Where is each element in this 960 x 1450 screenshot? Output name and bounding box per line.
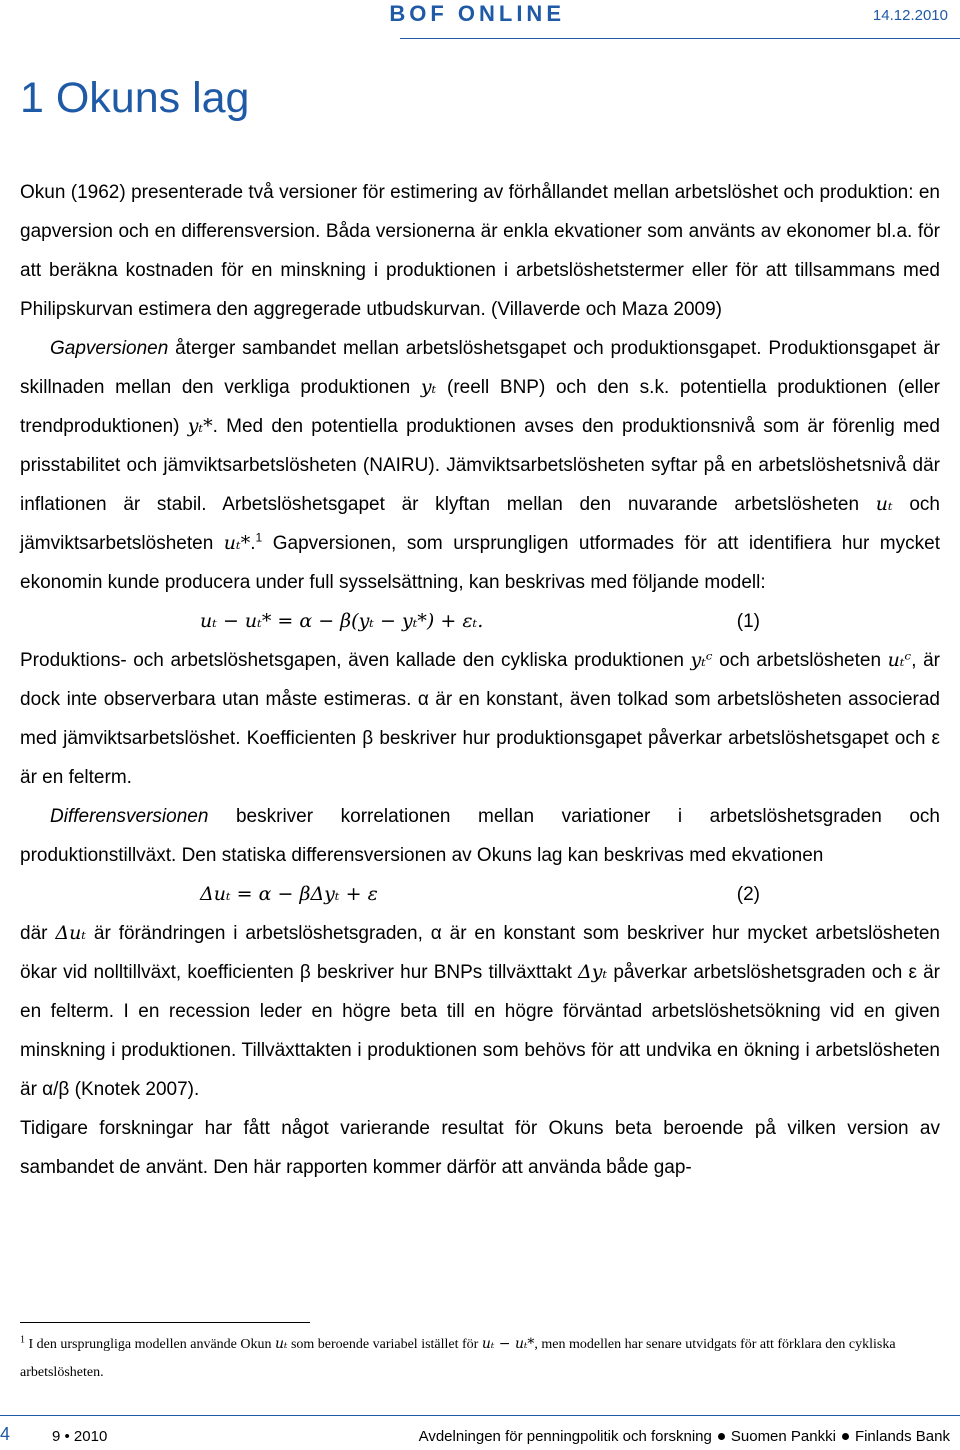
footnote-rule xyxy=(20,1322,310,1323)
section-title: 1 Okuns lag xyxy=(20,74,250,122)
bullet-icon xyxy=(718,1433,725,1440)
paragraph-gapversion: Gapversionen återger sambandet mellan arbetslöshetsgapet och produktionsgapet. Produktionsgapet är skillnaden mellan den verkliga produktionen yₜ (reell BNP) och den s.k. potentiella produktionen (eller trendproduktionen) yₜ*. Med den potentiella produktionen avses den produktionsnivå som är förenlig med prisstabilitet och jämviktsarbetslösheten (NAIRU). Jämviktsarbetslösheten syftar på en arbetslöshetsnivå där inflationen är stabil. Arbetslöshetsgapet är klyftan mellan den nuvarande arbetslösheten uₜ och jämviktsarbetslösheten uₜ*.$^1$ Gapversionen, som ursprungligen utformades för att identifiera hur mycket ekonomin kunde producera under full sysselsättning, kan beskrivas med följande modell: xyxy=(20,338,940,593)
footnote-mark: 1 xyxy=(20,1334,25,1346)
footnote-ref[interactable]: 1 xyxy=(255,530,263,545)
symbol-y-t-c: yₜᶜ xyxy=(690,649,713,671)
footer-bank-en: Finlands Bank xyxy=(854,1428,950,1445)
footnote-symbol-gap: uₜ − uₜ* xyxy=(481,1336,535,1352)
issue-number: 9 • 2010 xyxy=(52,1428,108,1445)
symbol-delta-y-t: Δyₜ xyxy=(578,961,608,983)
symbol-delta-u-t: Δuₜ xyxy=(55,922,87,944)
paragraph-explanation: där Δuₜ är förändringen i arbetslöshetsgraden, α är en konstant som beskriver hur mycket arbetslösheten ökar vid nolltillväxt, koefficienten β beskriver hur BNPs tillväxttakt Δyₜ påverkar arbetslöshetsgraden och ε är en felterm. I en recession leder en högre beta till en högre förväntad arbetslöshetsökning vid en given minskning i produktionen. Tillväxttakten i produktionen som behövs för att undvika en ökning i arbetslösheten är α/β (Knotek 2007). xyxy=(20,922,941,1100)
paragraph-gaps: Produktions- och arbetslöshetsgapen, även kallade den cykliska produktionen yₜᶜ och arbetslösheten uₜᶜ, är dock inte observerbara utan måste estimeras. α är en konstant, även tolkad som arbetslösheten associerad med jämviktsarbetslöshet. Koefficienten β beskriver hur produktionsgapet påverkar arbetslöshetsgapet och ε är en felterm. xyxy=(20,649,940,788)
paragraph-intro: Okun (1962) presenterade två versioner för estimering av förhållandet mellan arbetslöshet och produktion: en gapversion och en differensversion. Båda versionerna är enkla ekvationer som använts av ekonomer bl.a. för att beräkna kostnaden för en minskning i produktionen i arbetslöshetstermer eller för att tillsammans med Philipskurvan estimera den aggregerade utbudskurvan. (Villaverde och Maza 2009) xyxy=(20,182,940,320)
footnote-symbol-u-t: uₜ xyxy=(275,1336,288,1352)
equation-1-formula: uₜ − uₜ* = α − β(yₜ − yₜ*) + εₜ. xyxy=(200,610,484,632)
footnote: $^1$ I den ursprungliga modellen använde Okun uₜ som beroende variabel istället för uₜ − uₜ*, men modellen har senare utvidgats för att förklara den cykliska arbetslösheten. xyxy=(20,1334,896,1380)
footer-bank-fi: Suomen Pankki xyxy=(730,1428,836,1445)
paragraph-differensversion: Differensversionen beskriver korrelationen mellan variationer i arbetslöshetsgraden och produktionstillväxt. Den statiska differensversionen av Okuns lag kan beskrivas med ekvationen xyxy=(20,806,940,866)
term-differensversionen: Differensversionen xyxy=(50,806,209,827)
symbol-u-t: uₜ xyxy=(875,493,893,515)
symbol-y-t-star: yₜ* xyxy=(187,415,213,437)
page-footer xyxy=(0,1424,960,1450)
symbol-u-t-c: uₜᶜ xyxy=(887,649,912,671)
equation-2-formula: Δuₜ = α − βΔyₜ + ε xyxy=(200,883,378,905)
footer-organization xyxy=(419,1428,950,1445)
page-header xyxy=(0,0,960,36)
equation-1 xyxy=(20,602,940,641)
header-rule xyxy=(400,38,960,39)
equation-2-number: (2) xyxy=(736,884,760,905)
header-brand: BOF ONLINE xyxy=(389,1,565,26)
symbol-y-t: yₜ xyxy=(420,376,437,398)
equation-1-number: (1) xyxy=(736,611,760,632)
equation-2 xyxy=(20,875,940,914)
bullet-icon xyxy=(842,1433,849,1440)
page-number: 4 xyxy=(0,1424,11,1444)
term-gapversionen: Gapversionen xyxy=(50,338,169,359)
paragraph-prior-research: Tidigare forskningar har fått något varierande resultat för Okuns beta beroende på vilken version av sambandet de använt. Den här rapporten kommer därför att använda både gap- xyxy=(20,1118,940,1178)
footer-department: Avdelningen för penningpolitik och forskning xyxy=(418,1428,712,1445)
symbol-u-t-star: uₜ* xyxy=(223,532,251,554)
header-date: 14.12.2010 xyxy=(872,7,948,24)
footer-rule xyxy=(0,1415,960,1416)
article-body xyxy=(20,173,940,1187)
